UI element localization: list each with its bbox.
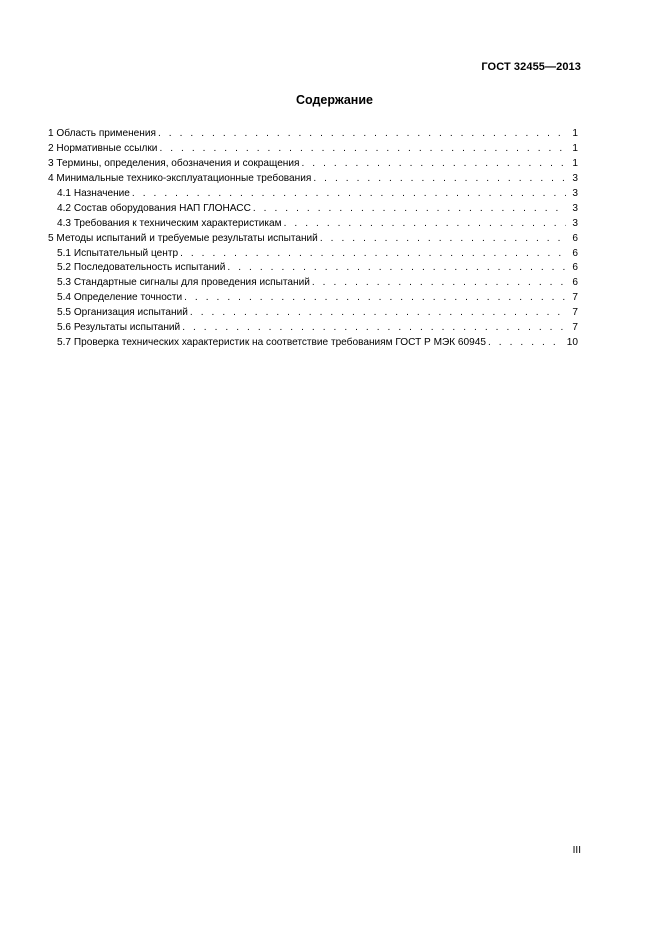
toc-entry[interactable] (48, 321, 578, 336)
toc-entry-label: 5.7 Проверка технических характеристик на соответствие требованиям ГОСТ Р МЭК 60945 (57, 337, 486, 349)
page-number: III (572, 845, 581, 856)
toc-entry-page: 6 (572, 232, 578, 244)
toc-entry[interactable] (48, 172, 578, 187)
toc-entry-label: 5.6 Результаты испытаний (57, 322, 181, 334)
toc-entry-label: 3 Термины, определения, обозначения и сокращения (48, 157, 300, 169)
toc-leader-dots (182, 321, 566, 336)
toc-entry-page: 7 (572, 292, 578, 304)
toc-entry-page: 6 (572, 277, 578, 289)
toc-entry-label: 5.4 Определение точности (57, 292, 183, 304)
toc-entry[interactable] (48, 217, 578, 232)
toc-entry[interactable] (48, 142, 578, 157)
toc-entry-label: 4 Минимальные технико-эксплуатационные требования (48, 172, 312, 184)
toc-leader-dots (184, 291, 566, 306)
toc-title: Содержание (295, 93, 373, 107)
toc-leader-dots (284, 217, 566, 232)
toc-entry[interactable] (48, 306, 578, 321)
toc-entry-page: 1 (572, 142, 578, 154)
toc-entry-label: 4.1 Назначение (57, 187, 130, 199)
toc-entry[interactable] (48, 187, 578, 202)
toc-entry-page: 6 (572, 262, 578, 274)
standard-code: ГОСТ 32455—2013 (481, 61, 581, 73)
toc-entry[interactable] (48, 232, 578, 247)
toc-leader-dots (190, 306, 566, 321)
toc-leader-dots (302, 157, 567, 172)
toc-entry-label: 4.3 Требования к техническим характеристикам (57, 217, 282, 229)
toc-entry[interactable] (48, 291, 578, 306)
toc-entry[interactable] (48, 276, 578, 291)
toc-entry-label: 4.2 Состав оборудования НАП ГЛОНАСС (57, 202, 251, 214)
toc-entry-page: 1 (572, 128, 578, 139)
toc-leader-dots (320, 232, 566, 247)
toc-entry-page: 3 (572, 202, 578, 214)
toc-leader-dots (253, 202, 566, 217)
toc-entry[interactable] (48, 157, 578, 172)
toc-leader-dots (158, 127, 566, 142)
toc-entry-page: 3 (572, 217, 578, 229)
toc-entry-page: 3 (572, 172, 578, 184)
toc-entry-label: 5.3 Стандартные сигналы для проведения испытаний (57, 277, 310, 289)
toc-entry[interactable] (48, 261, 578, 276)
toc-entry-label: 1 Область применения (48, 128, 156, 139)
toc-entry-label: 5.2 Последовательность испытаний (57, 262, 226, 274)
toc-entry-label: 2 Нормативные ссылки (48, 142, 158, 154)
toc-entry-page: 6 (572, 247, 578, 259)
toc-leader-dots (159, 142, 566, 157)
toc-leader-dots (488, 336, 563, 351)
toc-entry[interactable] (48, 336, 578, 351)
toc-entry[interactable] (48, 202, 578, 217)
toc-entry-page: 1 (572, 157, 578, 169)
table-of-contents (48, 127, 578, 351)
toc-entry-label: 5.5 Организация испытаний (57, 307, 188, 319)
toc-entry-label: 5.1 Испытательный центр (57, 247, 179, 259)
toc-entry-label: 5 Методы испытаний и требуемые результаты испытаний (48, 232, 318, 244)
toc-entry-page: 7 (572, 307, 578, 319)
toc-entry-page: 7 (572, 322, 578, 334)
toc-leader-dots (180, 247, 566, 262)
toc-leader-dots (132, 187, 566, 202)
toc-entry-page: 3 (572, 187, 578, 199)
toc-entry[interactable] (48, 247, 578, 262)
toc-leader-dots (312, 276, 566, 291)
toc-entry[interactable] (48, 127, 578, 142)
toc-entry-page: 10 (566, 337, 578, 349)
toc-leader-dots (227, 261, 566, 276)
toc-leader-dots (313, 172, 566, 187)
